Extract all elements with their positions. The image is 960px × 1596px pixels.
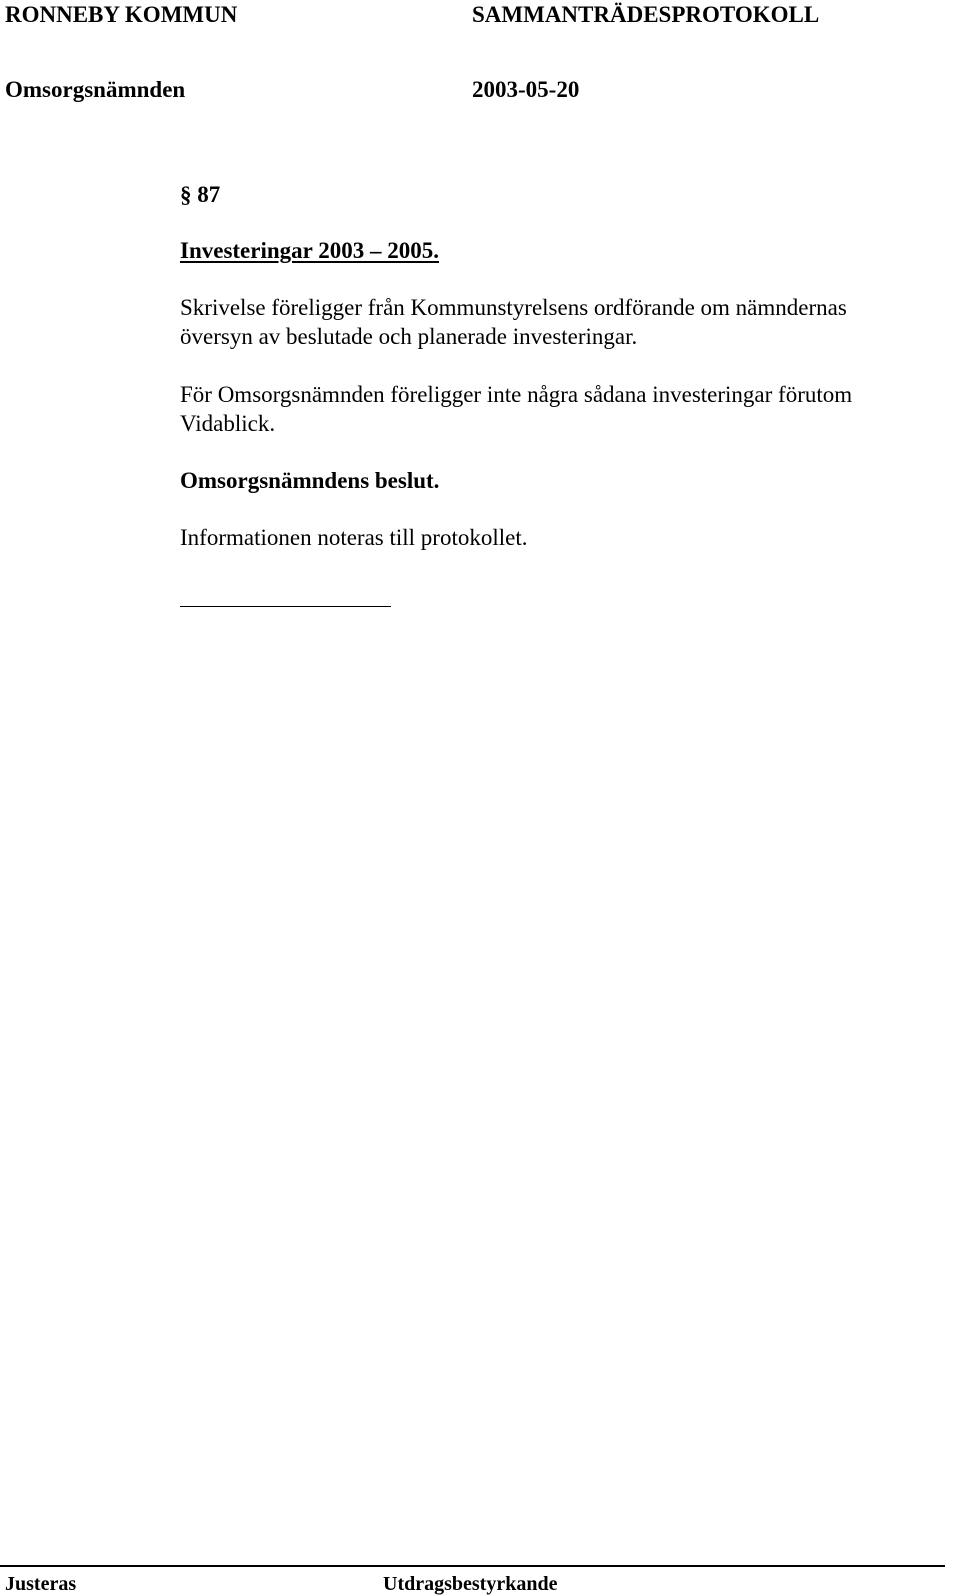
decision-text: Informationen noteras till protokollet.: [180, 525, 528, 550]
decision-heading: Omsorgsnämndens beslut.: [180, 468, 440, 493]
section-title: Investeringar 2003 – 2005.: [180, 238, 439, 263]
footer-justeras: Justeras: [5, 1573, 77, 1595]
meeting-date: 2003-05-20: [472, 77, 580, 102]
section-number-value: 87: [197, 182, 221, 207]
footer-utdragsbestyrkande: Utdragsbestyrkande: [383, 1573, 558, 1595]
section-end-rule: [180, 606, 391, 607]
paragraph-sign: §: [180, 182, 192, 207]
committee-name: Omsorgsnämnden: [5, 77, 186, 102]
paragraph-2: För Omsorgsnämnden föreligger inte några sådana investeringar förutom Vidablick.: [180, 382, 853, 436]
document-type: SAMMANTRÄDESPROTOKOLL: [472, 2, 820, 27]
organization-name: RONNEBY KOMMUN: [5, 2, 238, 27]
footer-rule: [0, 1565, 945, 1567]
paragraph-1: Skrivelse föreligger från Kommunstyrelsens ordförande om nämndernas översyn av beslutade och planerade investeringar.: [180, 295, 847, 349]
section-number: [180, 181, 220, 209]
